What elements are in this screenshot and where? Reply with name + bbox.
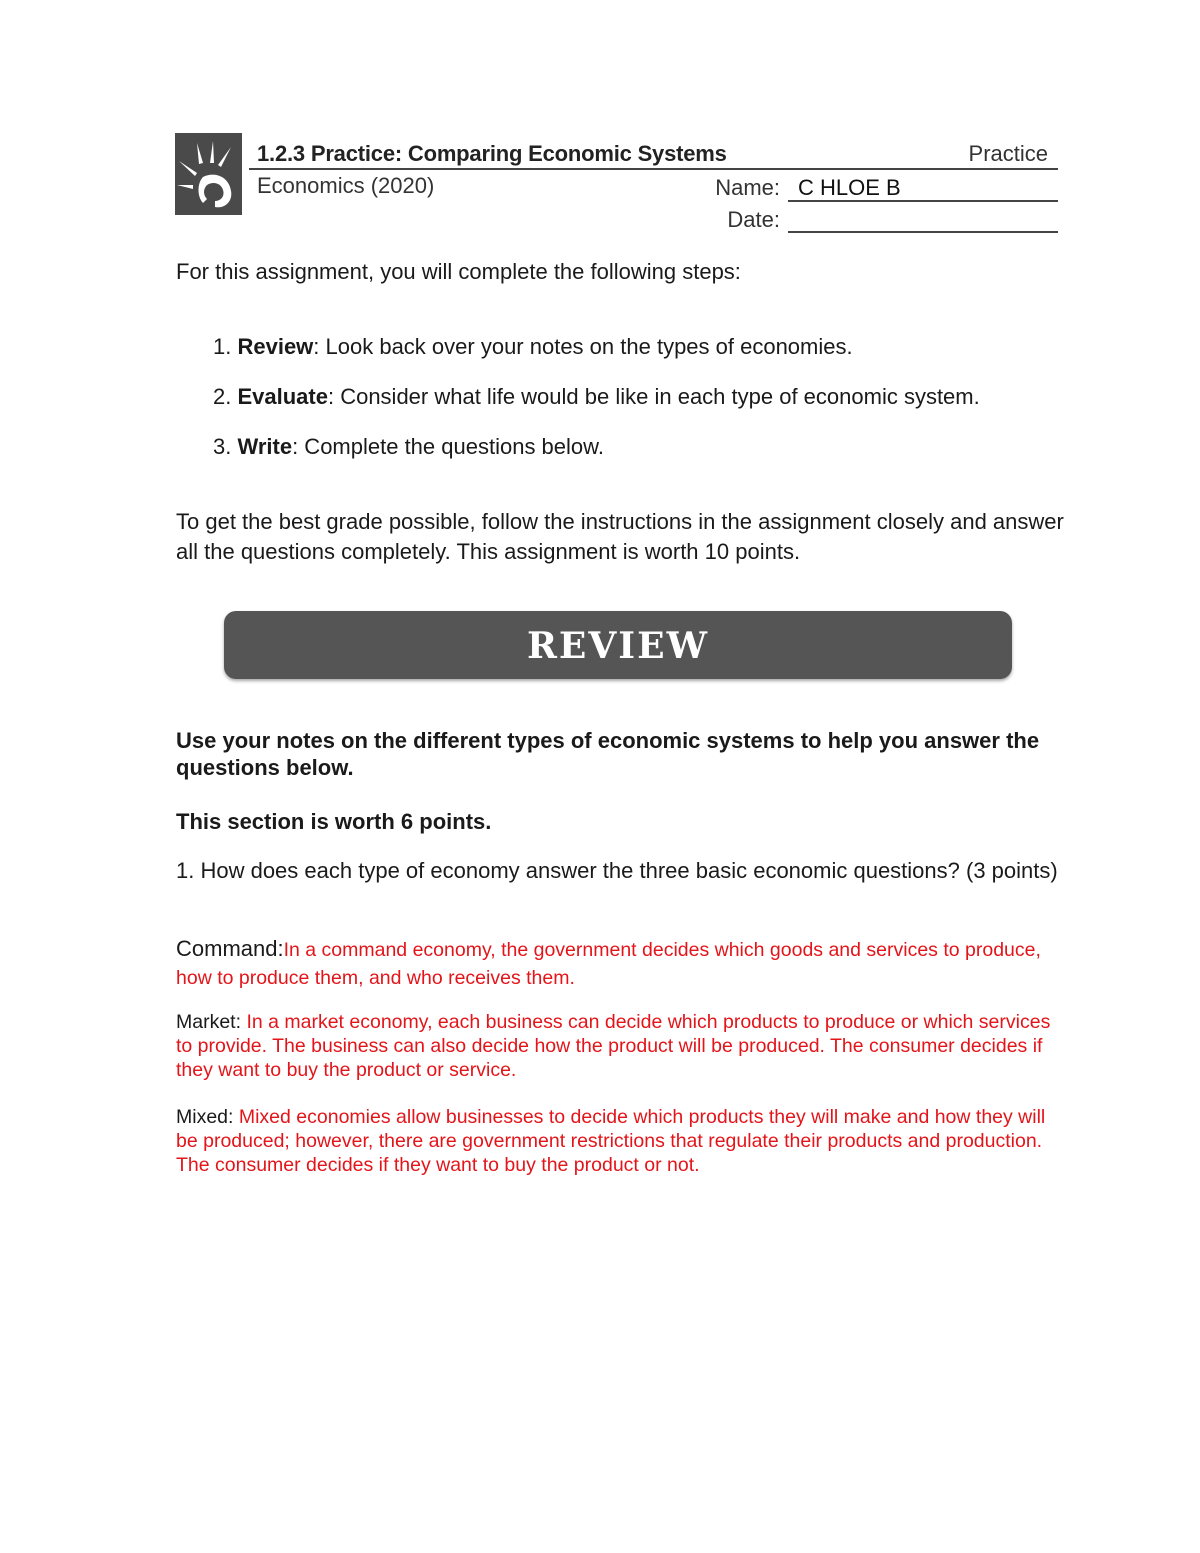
step-item-1 <box>213 334 853 360</box>
step-text: : Consider what life would be like in each type of economic system. <box>327 384 980 409</box>
answer-market <box>176 1010 1056 1082</box>
step-text: : Complete the questions below. <box>292 434 604 459</box>
name-label: Name: <box>715 175 780 200</box>
section-points: This section is worth 6 points. <box>176 809 492 834</box>
course-name: Economics (2020) <box>257 173 435 198</box>
name-field-underline <box>788 200 1058 202</box>
answer-text: In a command economy, the government decides which goods and services to produce, how to produce them, and who receives them. <box>176 939 1041 989</box>
intro-text: For this assignment, you will complete the following steps: <box>176 259 741 284</box>
sunburst-lightbulb-icon <box>175 133 242 215</box>
answer-text: In a market economy, each business can decide which products to produce or which services to provide. The business can also decide how the product will be produced. The consumer decides if they want to buy the product or service. <box>176 1011 1051 1081</box>
step-item-3 <box>213 434 604 460</box>
step-number: 1. <box>213 334 238 359</box>
banner-heading: REVIEW <box>527 625 709 667</box>
question-1: 1. How does each type of economy answer the three basic economic questions? (3 points) <box>176 858 1058 883</box>
step-item-2 <box>213 384 980 410</box>
answer-label: Command: <box>176 936 284 961</box>
date-field[interactable] <box>798 207 1058 231</box>
grading-note: To get the best grade possible, follow the instructions in the assignment closely and answer all the questions completely. This assignment is worth 10 points. <box>176 509 1064 564</box>
date-label: Date: <box>727 207 780 232</box>
step-text: : Look back over your notes on the types of economies. <box>313 334 853 359</box>
step-term: Review <box>237 334 314 359</box>
document-type-label: Practice <box>968 141 1048 166</box>
step-term: Evaluate <box>237 384 328 409</box>
answer-label: Market: <box>176 1011 247 1033</box>
answer-command <box>176 935 1056 992</box>
date-field-underline <box>788 231 1058 233</box>
section-instruction: Use your notes on the different types of economic systems to help you answer the questions below. <box>176 728 1040 780</box>
answer-label: Mixed: <box>176 1106 239 1128</box>
step-number: 3. <box>213 434 238 459</box>
assignment-title: 1.2.3 Practice: Comparing Economic Systems <box>257 141 727 166</box>
review-section-banner <box>224 611 1012 679</box>
answer-text: Mixed economies allow businesses to decide which products they will make and how they will be produced; however, there are government restrictions that regulate their products and production. The consumer decides if they want to buy the product or not. <box>176 1106 1046 1176</box>
title-divider <box>249 168 1058 170</box>
step-number: 2. <box>213 384 238 409</box>
step-term: Write <box>237 434 293 459</box>
name-field[interactable]: C HLOE B <box>798 175 901 200</box>
answer-mixed <box>176 1105 1056 1177</box>
